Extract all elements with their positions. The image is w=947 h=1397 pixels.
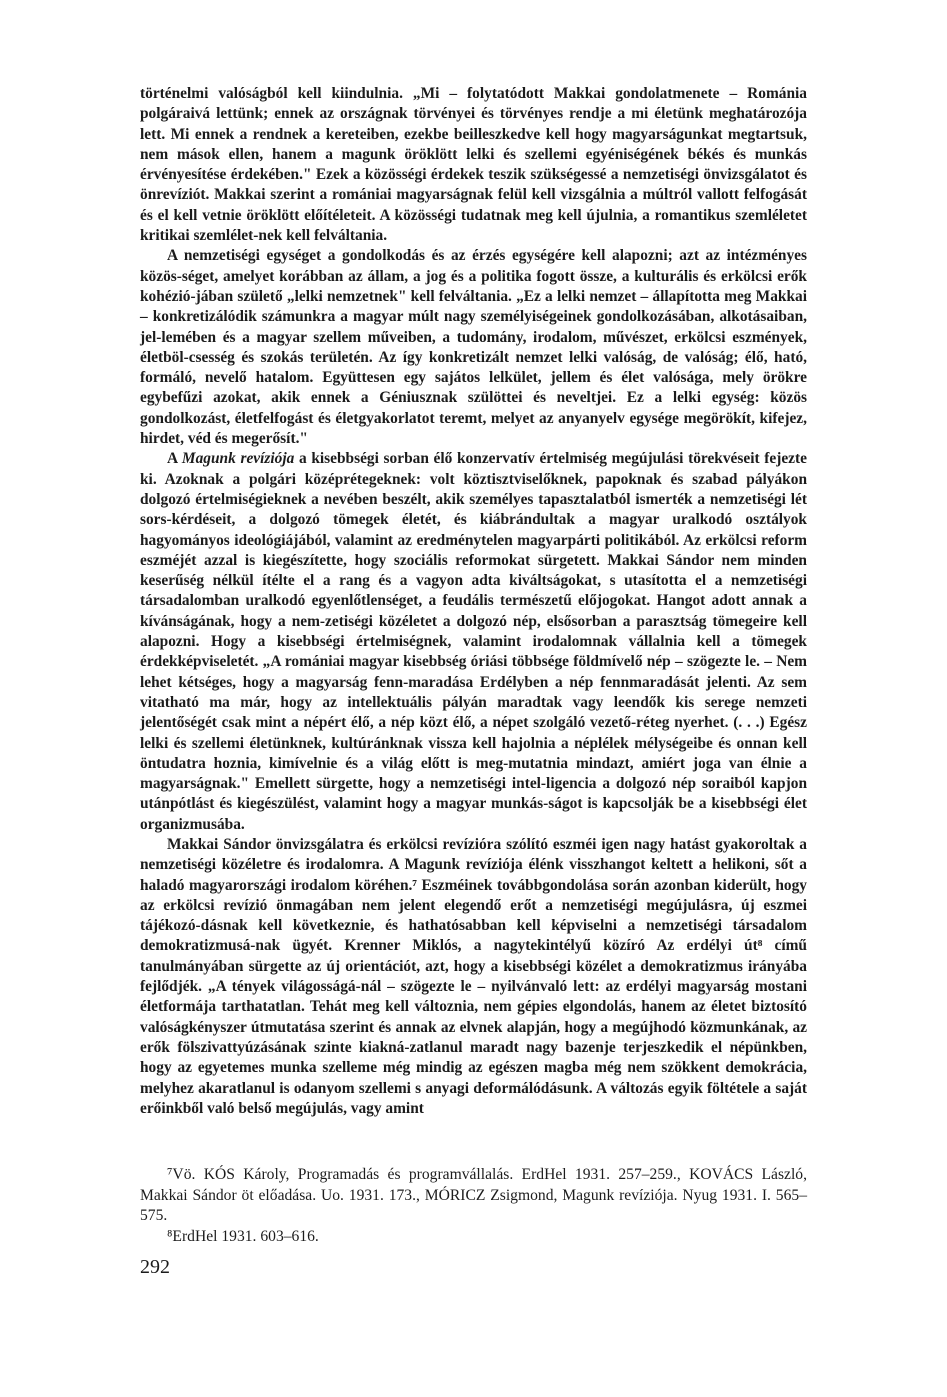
paragraph-2: A nemzetiségi egységet a gondolkodás és az érzés egységére kell alapozni; azt az intézményes közös-séget, amelyet korábban az állam, a jog és a politika fogott össze, a kulturális és erkölcsi erők kohézió-jában születő „lelki nemzetnek" kell felváltania. „Ez a lelki nemzet – állapította meg Makkai – konkretizálódik számunkra a magyar múlt nagy személyiségeinek gondolkozásában, alkotásaiban, jel-lemében és a magyar szellem műveiben, a tudomány, irodalom, művészet, erkölcsi eszmények, életböl-csesség és szokás területén. Az így konkretizált nemzet lelki valóság, de valóság; élő, ható, formáló, nevelő hatalom. Együttesen egy sajátos lelkület, jellem és élet valósága, mely örökre egybefűzi azokat, akik ennek a Géniusznak szülöttei és neveltjei. Ez a lelki egység: közös gondolkozást, életfelfogást és életgyakorlatot teremt, melyet az anyanyelv egysége megörökít, kifejez, hirdet, véd és megerősít." bbox=[140, 247, 807, 448]
body-text bbox=[140, 84, 807, 1119]
paragraph-3-book-title: Magunk revíziója bbox=[181, 450, 295, 468]
footnotes bbox=[140, 1165, 807, 1247]
footnote-7: ⁷Vö. KÓS Károly, Programadás és programvállalás. ErdHel 1931. 257–259., KOVÁCS László, Makkai Sándor öt előadása. Uo. 1931. 173., MÓRICZ Zsigmond, Magunk revíziója. Nyug 1931. I. 565–575. bbox=[140, 1166, 807, 1224]
paragraph-3-lead: A bbox=[167, 450, 182, 468]
page-number: 292 bbox=[140, 1256, 170, 1278]
paragraph-3-text: a kisebbségi sorban élő konzervatív értelmiség megújulási törekvéseit fejezte ki. Azoknak a polgári középrétegeknek: volt köztisztviselőknek, papoknak és szabad pályákon dolgozó értelmiségieknek a nevében beszélt, akik személyes tapasztalatból ismerték a nemzetiségi lét sors-kérdéseit, a dolgozó tömegek életét, és kiábrándultak a magyar uralkodó osztályok hagyományos ideológiájából, valamint az eredménytelen magyarpárti politikából. Az erkölcsi reform eszméjét azzal is kiegészítette, hogy szociális reformokat sürgetett. Makkai Sándor nem minden keserűség nélkül ítélte el a rang és a vagyon adta kiváltságokat, s utasította el a nemzetiségi társadalomban uralkodó egyenlőtlenséget, a feudális természetű előjogokat. Hangot adott annak a kívánságának, hogy a nem-zetiségi közéletet a dolgozó nép, elsősorban a parasztság tömegeire kell alapozni. Hogy a kisebbségi értelmiségnek, valamint irodalomnak vállalnia kell a tömegek érdekképviseletét. „A romániai magyar kisebbség óriási többsége földmívelő nép – szögezte le. – Nem lehet kétséges, hogy a magyarság fenn-maradása Erdélyben a nép fennmaradását jelenti. Az sem vitatható ma már, hogy az intellektuális pályán maradtak vagy leendők kis serege nemzeti jelentőségét csak mint a népért élő, a nép közt élő, a népet szolgáló vezető-réteg nyerhet. (. . .) Egész lelki és szellemi életünknek, kultúránknak vissza kell hajolnia a néplélek mélységeibe és onnan kell öntudatra hoznia, kimívelnie és a világ előtt is meg-mutatnia mindazt, amiért joga van élnie a magyarságnak." Emellett sürgette, hogy a nemzetiségi intel-ligencia a dolgozó nép soraiból kapjon utánpótlást és kiegészülést, valamint hogy a magyar munkás-ságot is kapcsolják be a kisebbségi élet organizmusába. bbox=[140, 450, 807, 833]
paragraph-3 bbox=[140, 449, 807, 835]
footnote-8: ⁸ErdHel 1931. 603–616. bbox=[167, 1227, 319, 1245]
paragraph-1: történelmi valóságból kell kiindulnia. „Mi – folytatódott Makkai gondolatmenete – Románia polgáraivá lettünk; ennek az országnak törvényei és törvényes rendje a mi életünk meghatározója lett. Mi ennek a rendnek a kereteiben, ezekbe beilleszkedve kell hogy magyarságunkat megtartsuk, nem mások ellen, hanem a magunk öröklött lelki és szellemi egyéniségének békés és munkás érvényesítése érdekében." Ezek a közösségi érdekek teszik szükségessé a nemzetiségi önvizsgálatot és önrevíziót. Makkai szerint a romániai magyarságnak felül kell vizsgálnia a múltról vallott felfogását és el kell vetnie öröklött előítéleteit. A közösségi tudatnak meg kell újulnia, a romantikus szemléletet kritikai szemlélet-nek kell felváltania. bbox=[140, 85, 807, 245]
paragraph-4: Makkai Sándor önvizsgálatra és erkölcsi revízióra szólító eszméi igen nagy hatást gyakoroltak a nemzetiségi közéletre és irodalomra. A Magunk revíziója élénk visszhangot keltett a helikoni, sőt a haladó magyarországi irodalom köréhen.⁷ Eszméinek továbbgondolása során azonban kiderült, hogy az erkölcsi revízió önmagában nem jelent elegendő erőt a nemzetiségi megújulásra, új eszmei tájékozó-dásnak kell következnie, és hathatósabban kell képviselni a nemzetiségi társadalom demokratizmusá-nak ügyét. Krenner Miklós, a nagytekintélyű közíró Az erdélyi út⁸ című tanulmányában sürgette az új orientációt, azt, hogy a kisebbségi közélet a demokratizmus irányába fejlődjék. „A tények világosságá-nál – szögezte le – nyilvánvaló lett: az erdélyi magyarság mostani életformája tarthatatlan. Tehát meg kell változnia, nem gépies elgondolás, hanem az életet biztosító valóságkényszer útmutatása szerint és annak az elvnek alapján, hogy a megújhodó közmunkának, az erők fölszivattyúzásának szinte kiakná-zatlanul maradt nagy bazenje terjeszkedik el népünkben, hogy az egyetemes munka szelleme még mindig az egészen magba még nem szökkent demokrácia, melyhez akaratlanul is odanyom szellemi s anyagi deformálódásunk. A változás egyik föltétele a saját erőinkből való belső megújulás, vagy amint bbox=[140, 835, 807, 1117]
